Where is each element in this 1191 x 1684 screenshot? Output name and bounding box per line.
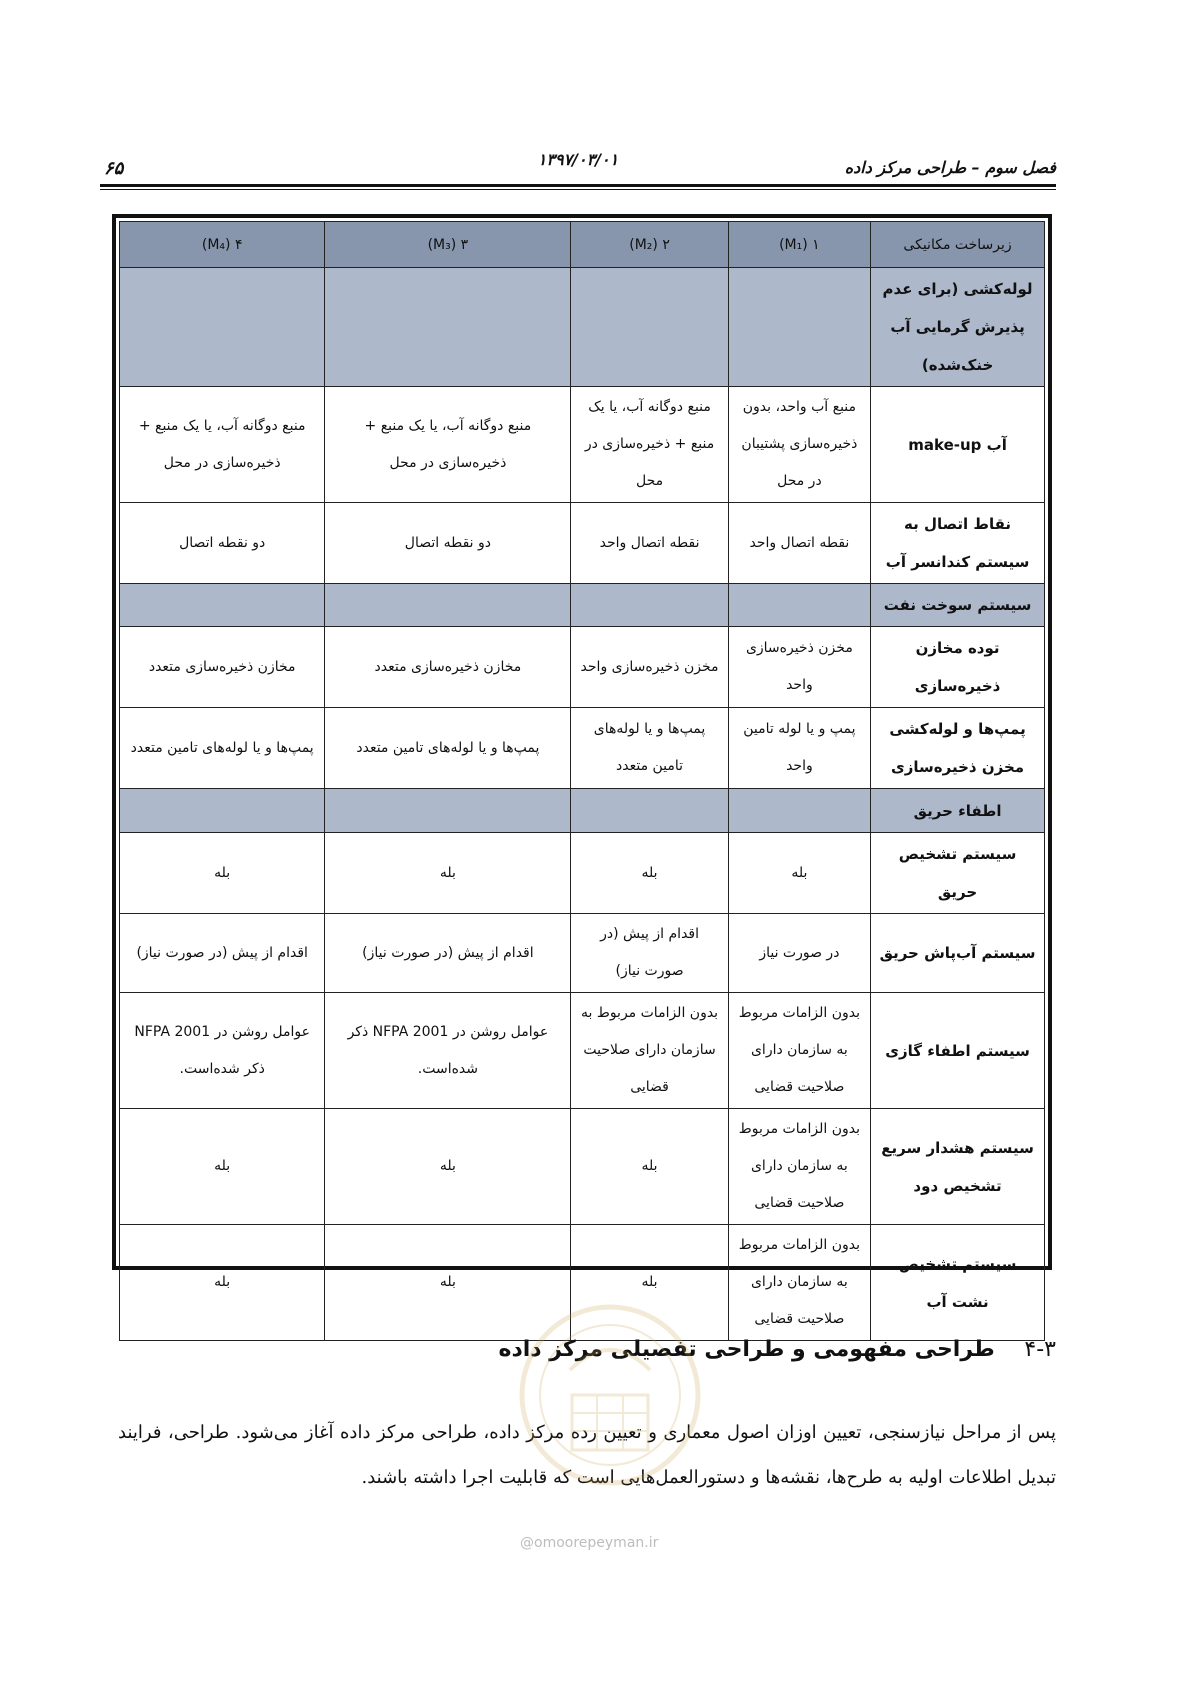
body-paragraph: پس از مراحل نیازسنجی، تعیین اوزان اصول معماری و تعیین رده مرکز داده، طراحی مرکز داده آغاز می‌شود. طراحی، فرایند تبدیل اطلاعات اولیه به طرح‌ها، نقشه‌ها و دستورالعمل‌هایی است که قابلیت اجرا داشته باشند.: [118, 1422, 1056, 1488]
table-cell: بله: [120, 833, 325, 914]
table-cell: بدون الزامات مربوط به سازمان دارای صلاحیت قضایی: [728, 993, 870, 1109]
table-cell: پمپ و یا لوله تامین واحد: [728, 708, 870, 789]
table-cell: مخازن ذخیره‌سازی متعدد: [120, 627, 325, 708]
table-cell: مخزن ذخیره‌سازی واحد: [728, 627, 870, 708]
table-cell: اقدام از پیش (در صورت نیاز): [571, 914, 728, 993]
table-cell: اقدام از پیش (در صورت نیاز): [120, 914, 325, 993]
table-cell: بدون الزامات مربوط به سازمان دارای صلاحیت قضایی: [728, 1109, 870, 1225]
table-cell: بله: [571, 1109, 728, 1225]
row-label: سیستم سوخت نفت: [871, 584, 1045, 627]
table-row: [120, 1109, 1045, 1225]
table-cell: [571, 268, 728, 387]
row-label: لوله‌کشی (برای عدم پذیرش گرمایی آب خنک‌شده): [871, 268, 1045, 387]
table-cell: [325, 584, 571, 627]
table-cell: عوامل روشن در NFPA 2001 ذکر شده‌است.: [120, 993, 325, 1109]
table-cell: اقدام از پیش (در صورت نیاز): [325, 914, 571, 993]
table-cell: [325, 268, 571, 387]
table-cell: منبع دوگانه آب، یا یک منبع + ذخیره‌سازی در محل: [325, 387, 571, 503]
table-row: [120, 503, 1045, 584]
column-header: ۴ (M₄): [120, 222, 325, 268]
table-row: [120, 584, 1045, 627]
table-cell: بله: [325, 1109, 571, 1225]
table-cell: [728, 584, 870, 627]
row-label: نقاط اتصال به سیستم کندانسر آب: [871, 503, 1045, 584]
table-cell: [728, 789, 870, 833]
column-header: ۱ (M₁): [728, 222, 870, 268]
row-label: آب make-up: [871, 387, 1045, 503]
row-label: پمپ‌ها و لوله‌کشی مخزن ذخیره‌سازی: [871, 708, 1045, 789]
table-cell: پمپ‌ها و یا لوله‌های تامین متعدد: [120, 708, 325, 789]
watermark-site: @omoorepeyman.ir: [520, 1535, 659, 1551]
table-cell: [120, 584, 325, 627]
row-label: توده مخازن ذخیره‌سازی: [871, 627, 1045, 708]
page-header: [100, 150, 1056, 184]
table-cell: پمپ‌ها و یا لوله‌های تامین متعدد: [571, 708, 728, 789]
table-cell: [571, 584, 728, 627]
table-cell: بدون الزامات مربوط به سازمان دارای صلاحیت قضایی: [728, 1225, 870, 1341]
table-row: [120, 833, 1045, 914]
publisher-logo-watermark: [510, 1300, 710, 1510]
table-cell: منبع دوگانه آب، یا یک منبع + ذخیره‌سازی در محل: [571, 387, 728, 503]
table-cell: منبع آب واحد، بدون ذخیره‌سازی پشتیبان در محل: [728, 387, 870, 503]
table-cell: نقطه اتصال واحد: [728, 503, 870, 584]
mechanical-infrastructure-table: [119, 221, 1045, 1341]
header-rule: [100, 184, 1056, 190]
table-row: [120, 708, 1045, 789]
page-number: ۶۵: [104, 158, 124, 179]
table-cell: بله: [325, 1225, 571, 1341]
table-cell: بله: [120, 1225, 325, 1341]
row-label: سیستم تشخیص نشت آب: [871, 1225, 1045, 1341]
column-header: زیرساخت مکانیکی: [871, 222, 1045, 268]
table-header-row: [120, 222, 1045, 268]
table-cell: [325, 789, 571, 833]
table-cell: [571, 789, 728, 833]
table-cell: منبع دوگانه آب، یا یک منبع + ذخیره‌سازی در محل: [120, 387, 325, 503]
table-cell: بله: [325, 833, 571, 914]
table-cell: [728, 268, 870, 387]
table-row: [120, 993, 1045, 1109]
row-label: سیستم اطفاء گازی: [871, 993, 1045, 1109]
table-cell: در صورت نیاز: [728, 914, 870, 993]
table-cell: [120, 268, 325, 387]
column-header: ۲ (M₂): [571, 222, 728, 268]
table-cell: بله: [728, 833, 870, 914]
table-cell: بله: [571, 833, 728, 914]
table-row: [120, 914, 1045, 993]
header-date: ۱۳۹۷/۰۳/۰۱: [537, 150, 619, 169]
table-row: [120, 789, 1045, 833]
section-number: ۴-۳: [1024, 1337, 1056, 1362]
section-title: طراحی مفهومی و طراحی تفصیلی مرکز داده: [498, 1337, 995, 1362]
table-cell: دو نقطه اتصال: [120, 503, 325, 584]
mechanical-infrastructure-table-frame: [112, 214, 1052, 1327]
table-row: [120, 268, 1045, 387]
table-cell: بله: [571, 1225, 728, 1341]
table-cell: مخازن ذخیره‌سازی متعدد: [325, 627, 571, 708]
table-cell: [120, 789, 325, 833]
table-cell: عوامل روشن در NFPA 2001 ذکر شده‌است.: [325, 993, 571, 1109]
row-label: سیستم هشدار سریع تشخیص دود: [871, 1109, 1045, 1225]
table-cell: بدون الزامات مربوط به سازمان دارای صلاحیت قضایی: [571, 993, 728, 1109]
table-cell: مخزن ذخیره‌سازی واحد: [571, 627, 728, 708]
row-label: سیستم تشخیص حریق: [871, 833, 1045, 914]
table-cell: پمپ‌ها و یا لوله‌های تامین متعدد: [325, 708, 571, 789]
table-row: [120, 627, 1045, 708]
table-row: [120, 387, 1045, 503]
row-label: اطفاء حریق: [871, 789, 1045, 833]
row-label: سیستم آب‌پاش حریق: [871, 914, 1045, 993]
table-cell: نقطه اتصال واحد: [571, 503, 728, 584]
chapter-title: فصل سوم – طراحی مرکز داده: [844, 158, 1056, 177]
table-cell: بله: [120, 1109, 325, 1225]
column-header: ۳ (M₃): [325, 222, 571, 268]
table-cell: دو نقطه اتصال: [325, 503, 571, 584]
